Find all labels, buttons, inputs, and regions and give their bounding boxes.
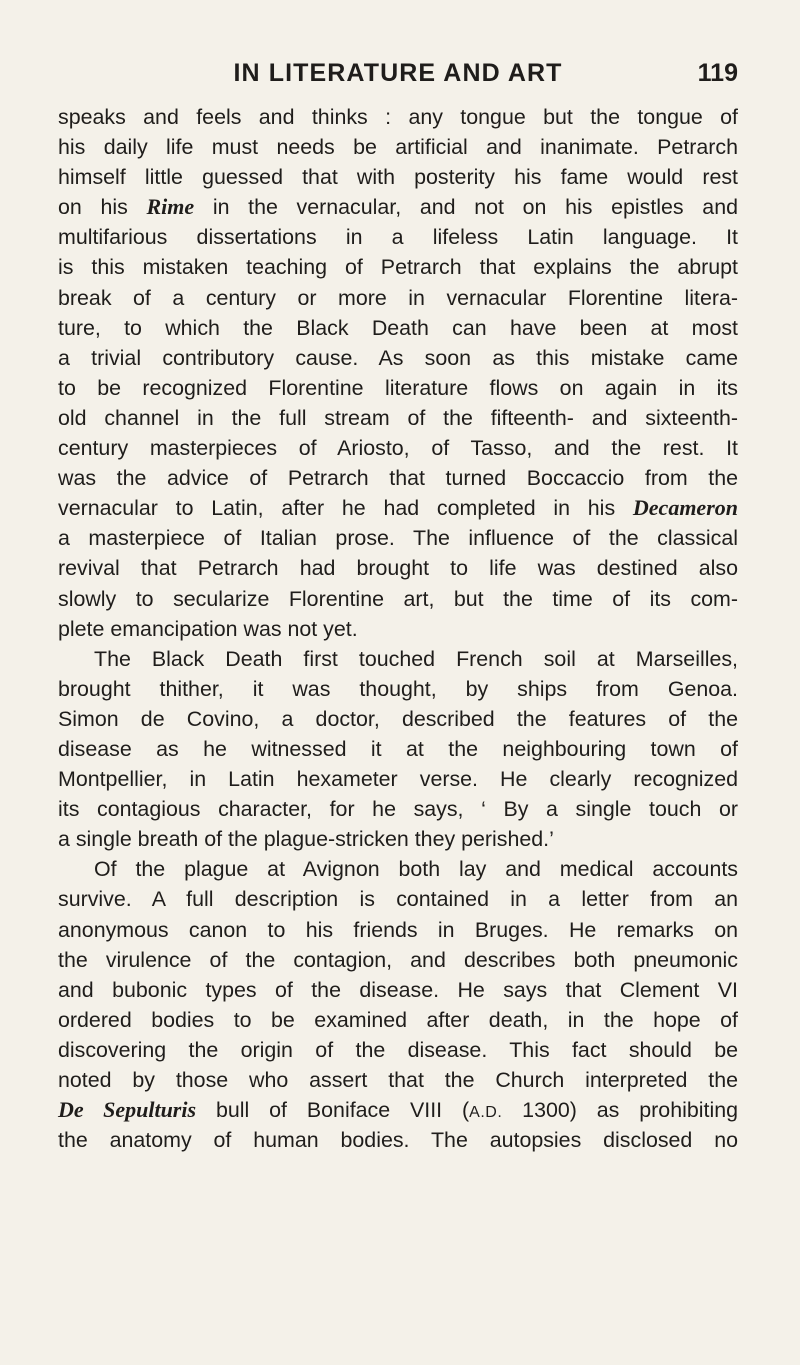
text-run: revival that Petrarch had brought to life was destined also	[58, 556, 738, 581]
text-run: a single breath of the plague-stricken they perished.’	[58, 827, 554, 852]
text-line	[58, 915, 738, 945]
text-run: the anatomy of human bodies. The autopsies disclosed no	[58, 1128, 738, 1153]
text-line	[58, 945, 738, 975]
text-line	[58, 132, 738, 162]
text-run: 1300) as prohibiting	[502, 1098, 738, 1123]
text-line	[58, 102, 738, 132]
text-run: in the vernacular, and not on his epistles and	[194, 195, 738, 220]
text-run: century masterpieces of Ariosto, of Tasso, and the rest. It	[58, 436, 738, 461]
text-run: old channel in the full stream of the fifteenth- and sixteenth-	[58, 405, 738, 430]
text-line	[58, 252, 738, 282]
text-line	[58, 192, 738, 222]
text-line	[58, 162, 738, 192]
text-run: the virulence of the contagion, and describes both pneumonic	[58, 947, 738, 972]
text-run: Montpellier, in Latin hexameter verse. He clearly recognized	[58, 767, 738, 792]
text-run: brought thither, it was thought, by ships from Genoa.	[58, 676, 738, 701]
text-line	[58, 553, 738, 583]
text-line	[58, 493, 738, 523]
text-run: break of a century or more in vernacular Florentine litera-	[58, 285, 738, 310]
text-line	[58, 975, 738, 1005]
text-line	[58, 644, 738, 674]
body-text	[58, 102, 738, 1155]
text-line	[58, 433, 738, 463]
text-line	[58, 884, 738, 914]
text-line	[58, 222, 738, 252]
text-run: Simon de Covino, a doctor, described the features of the	[58, 706, 738, 731]
text-run: bull of Boniface VIII (	[196, 1098, 470, 1123]
page-number: 119	[697, 59, 738, 87]
text-run: disease as he witnessed it at the neighbouring town of	[58, 736, 738, 761]
text-run: multifarious dissertations in a lifeless Latin language. It	[58, 225, 738, 250]
text-run: and bubonic types of the disease. He says that Clement VI	[58, 977, 738, 1002]
text-run: Of the plague at Avignon both lay and medical accounts	[94, 857, 738, 882]
italic-title: Rime	[146, 194, 195, 220]
text-run: himself little guessed that with posterity his fame would rest	[58, 165, 738, 190]
text-run: a masterpiece of Italian prose. The influence of the classical	[58, 526, 738, 551]
text-line	[58, 1065, 738, 1095]
text-line	[58, 1125, 738, 1155]
text-line	[58, 824, 738, 854]
text-line	[58, 734, 738, 764]
text-run: speaks and feels and thinks : any tongue but the tongue of	[58, 105, 738, 129]
running-head	[58, 56, 738, 90]
text-run: The Black Death first touched French soil at Marseilles,	[94, 646, 738, 671]
text-run: vernacular to Latin, after he had completed in his	[58, 496, 633, 521]
text-run: is this mistaken teaching of Petrarch that explains the abrupt	[58, 255, 738, 280]
text-line	[58, 764, 738, 794]
text-line	[58, 313, 738, 343]
text-run: survive. A full description is contained in a letter from an	[58, 887, 738, 912]
text-run: was the advice of Petrarch that turned Boccaccio from the	[58, 466, 738, 491]
text-line	[58, 343, 738, 373]
text-line	[58, 614, 738, 644]
text-line	[58, 403, 738, 433]
text-run: its contagious character, for he says, ‘ By a single touch or	[58, 797, 738, 822]
running-head-title: IN LITERATURE AND ART	[233, 59, 563, 87]
text-line	[58, 1035, 738, 1065]
text-run: noted by those who assert that the Church interpreted the	[58, 1068, 738, 1092]
small-caps-text: A.D.	[469, 1104, 503, 1122]
text-line	[58, 1095, 738, 1125]
text-run: ture, to which the Black Death can have been at most	[58, 315, 738, 340]
text-line	[58, 523, 738, 553]
text-run: his daily life must needs be artificial and inanimate. Petrarch	[58, 135, 738, 160]
text-line	[58, 283, 738, 313]
text-run: ordered bodies to be examined after death, in the hope of	[58, 1007, 738, 1032]
text-line	[58, 584, 738, 614]
text-run: slowly to secularize Florentine art, but the time of its com-	[58, 586, 738, 611]
text-run: plete emancipation was not yet.	[58, 616, 358, 641]
text-line	[58, 674, 738, 704]
text-run: to be recognized Florentine literature flows on again in its	[58, 375, 738, 400]
text-line	[58, 1005, 738, 1035]
text-run: on his	[58, 195, 147, 220]
text-line	[58, 704, 738, 734]
text-line	[58, 373, 738, 403]
text-line	[58, 854, 738, 884]
text-line	[58, 463, 738, 493]
text-run: anonymous canon to his friends in Bruges. He remarks on	[58, 917, 738, 942]
text-line	[58, 794, 738, 824]
text-run: discovering the origin of the disease. This fact should be	[58, 1037, 738, 1062]
text-run: a trivial contributory cause. As soon as this mistake came	[58, 345, 738, 370]
italic-title: De Sepulturis	[58, 1097, 197, 1123]
italic-title: Decameron	[632, 495, 738, 521]
